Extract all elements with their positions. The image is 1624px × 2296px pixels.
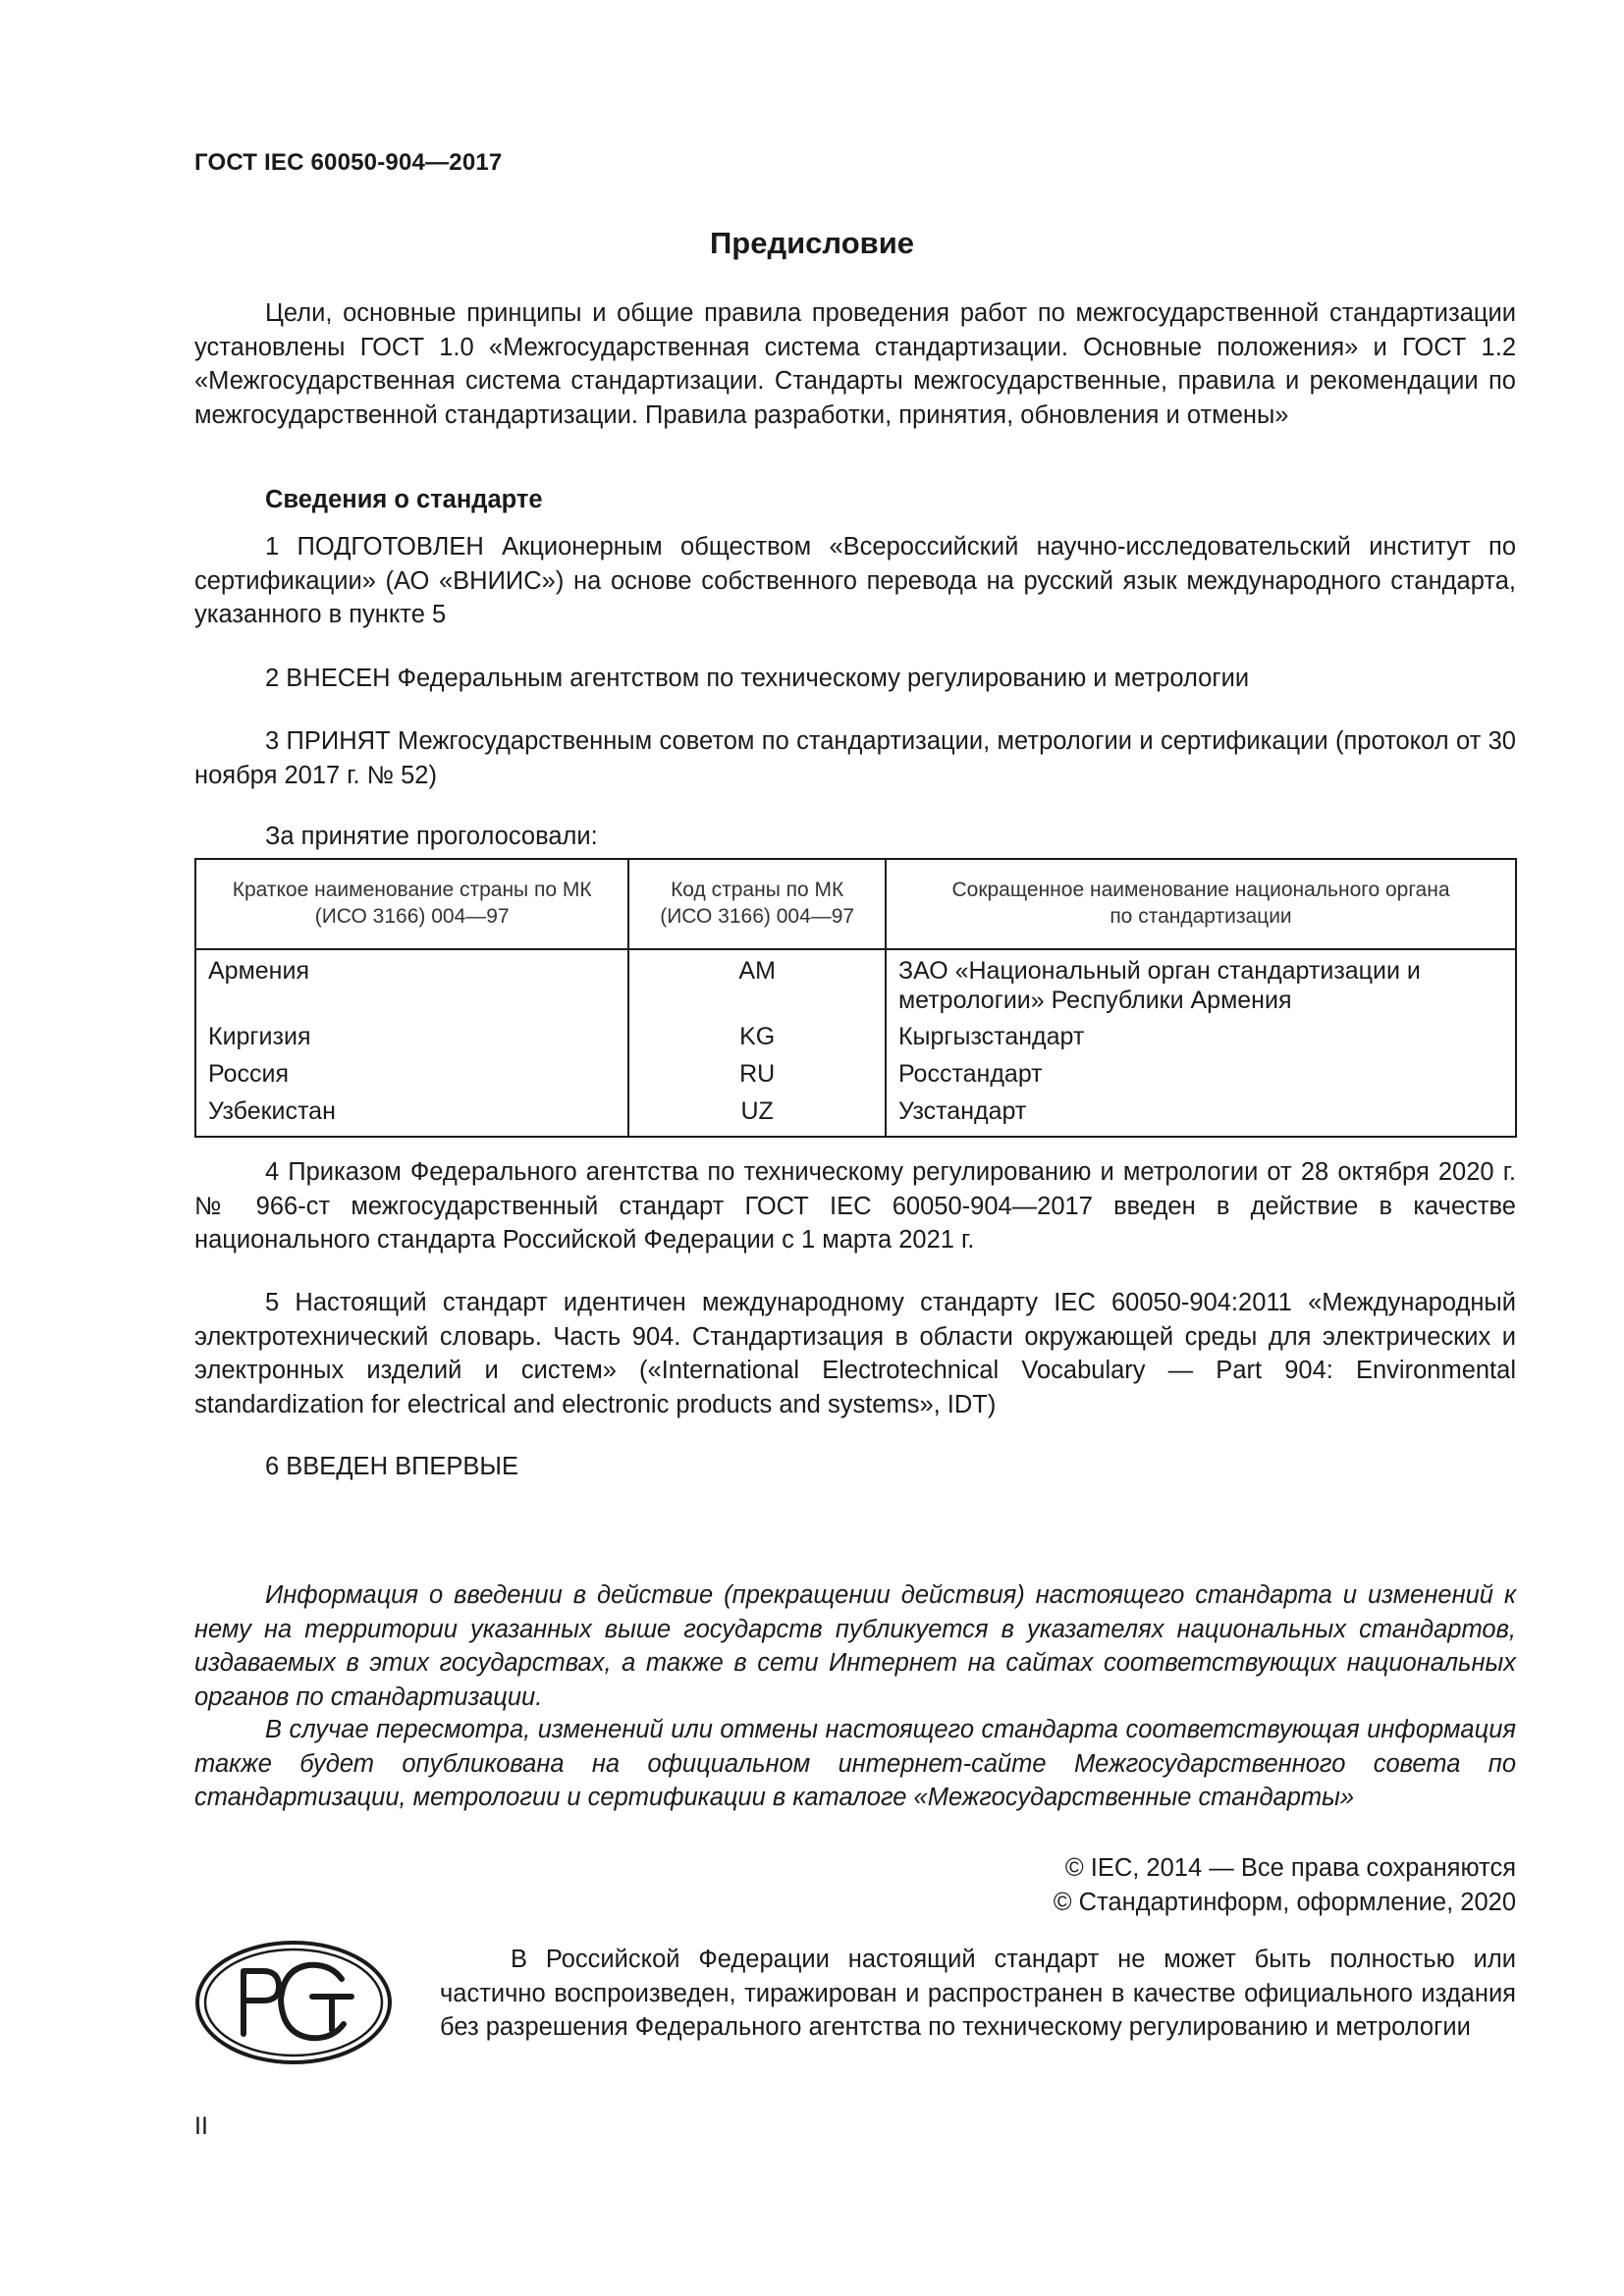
country-cell: Армения: [195, 949, 628, 1021]
voting-table: [194, 858, 1517, 1138]
national-body-cell: Росстандарт: [886, 1058, 1516, 1095]
intro-paragraph: Цели, основные принципы и общие правила проведения работ по межгосударственной стандартизации установлены ГОСТ 1.0 «Межгосударственная система стандартизации. Основные положения» и ГОСТ 1.2 «Межгосударственная система стандартизации. Стандарты межгосударственные, правила и рекомендации по межгосударственной стандартизации. Правила разработки, принятия, обновления и отмены»: [194, 299, 1516, 429]
item-3-adopted: 3 ПРИНЯТ Межгосударственным советом по стандартизации, метрологии и сертификации (протокол от 30 ноября 2017 г. № 52): [194, 727, 1516, 789]
rst-certification-mark-icon: [194, 1940, 393, 2065]
column-header-line: по стандартизации: [1110, 905, 1292, 928]
table-row: [195, 949, 1516, 1021]
page-number: II: [194, 2112, 208, 2140]
item-1-prepared: 1 ПОДГОТОВЛЕН Акционерным обществом «Всероссийский научно-исследовательский институт по сертификации» (АО «ВНИИС») на основе собственного перевода на русский язык международного стандарта, указанного в пункте 5: [194, 533, 1516, 628]
country-cell: Киргизия: [195, 1021, 628, 1058]
notice-paragraph-2: В случае пересмотра, изменений или отмены настоящего стандарта соответствующая информация также будет опубликована на официальном интернет-сайте Межгосударственного совета по стандартизации, метрологии и сертификации в каталоге «Межгосударственные стандарты»: [194, 1716, 1516, 1811]
code-cell: UZ: [628, 1095, 886, 1137]
country-cell: Россия: [195, 1058, 628, 1095]
column-header-country: [195, 859, 628, 949]
code-cell: RU: [628, 1058, 886, 1095]
national-body-cell: Узстандарт: [886, 1095, 1516, 1137]
column-header-code: [628, 859, 886, 949]
item-6-first-introduced: 6 ВВЕДЕН ВПЕРВЫЕ: [265, 1453, 519, 1480]
notice-paragraph-1: Информация о введении в действие (прекращении действия) настоящего стандарта и изменений к нему на территории указанных выше государств публикуется в указателях национальных стандартов, издаваемых в этих государствах, а также в сети Интернет на сайтах соответствующих национальных органов по стандартизации.: [194, 1581, 1516, 1711]
table-row: [195, 1021, 1516, 1058]
item-4-order: 4 Приказом Федерального агентства по техническому регулированию и метрологии от 28 октября 2020 г. № 966-ст межгосударственный стандарт ГОСТ IEC 60050-904—2017 введен в действие в качестве национального стандарта Российской Федерации с 1 марта 2021 г.: [194, 1158, 1516, 1254]
item-5-identical: 5 Настоящий стандарт идентичен международному стандарту IEC 60050-904:2011 «Международный электротехнический словарь. Часть 904. Стандартизация в области окружающей среды для электрических и электронных изделий и систем» («International Electrotechnical Vocabulary — Part 904: Environmental standardization for electrical and electronic products and systems», IDT): [194, 1289, 1516, 1418]
voted-label: За принятие проголосовали:: [265, 823, 598, 850]
item-2-submitted: 2 ВНЕСЕН Федеральным агентством по техническому регулированию и метрологии: [265, 665, 1250, 692]
column-header-line: (ИСО 3166) 004—97: [314, 905, 510, 928]
country-cell: Узбекистан: [195, 1095, 628, 1137]
national-body-cell: Кыргызстандарт: [886, 1021, 1516, 1058]
page-title: Предисловие: [709, 226, 914, 260]
code-cell: KG: [628, 1021, 886, 1058]
code-cell: AM: [628, 949, 886, 1021]
table-row: [195, 1058, 1516, 1095]
copyright-standartinform: © Стандартинформ, оформление, 2020: [1053, 1888, 1516, 1916]
column-header-line: Код страны по МК: [671, 879, 844, 901]
table-header-row: [195, 859, 1516, 949]
copyright-iec: © IEC, 2014 — Все права сохраняются: [1064, 1854, 1516, 1882]
section-heading: Сведения о стандарте: [265, 486, 543, 513]
document-code: ГОСТ IEC 60050-904—2017: [194, 149, 503, 176]
copyright-block: [1054, 1851, 1516, 1919]
column-header-national-body: [886, 859, 1516, 949]
reproduction-notice: В Российской Федерации настоящий стандарт не может быть полностью или частично воспроизведен, тиражирован и распространен в качестве официального издания без разрешения Федерального агентства по техническому регулированию и метрологии: [440, 1946, 1516, 2041]
national-body-cell: ЗАО «Национальный орган стандартизации и метрологии» Республики Армения: [886, 949, 1516, 1021]
column-header-line: Краткое наименование страны по МК: [232, 879, 592, 901]
table-row: [195, 1095, 1516, 1137]
column-header-line: Сокращенное наименование национального органа: [951, 879, 1450, 901]
column-header-line: (ИСО 3166) 004—97: [660, 905, 855, 928]
